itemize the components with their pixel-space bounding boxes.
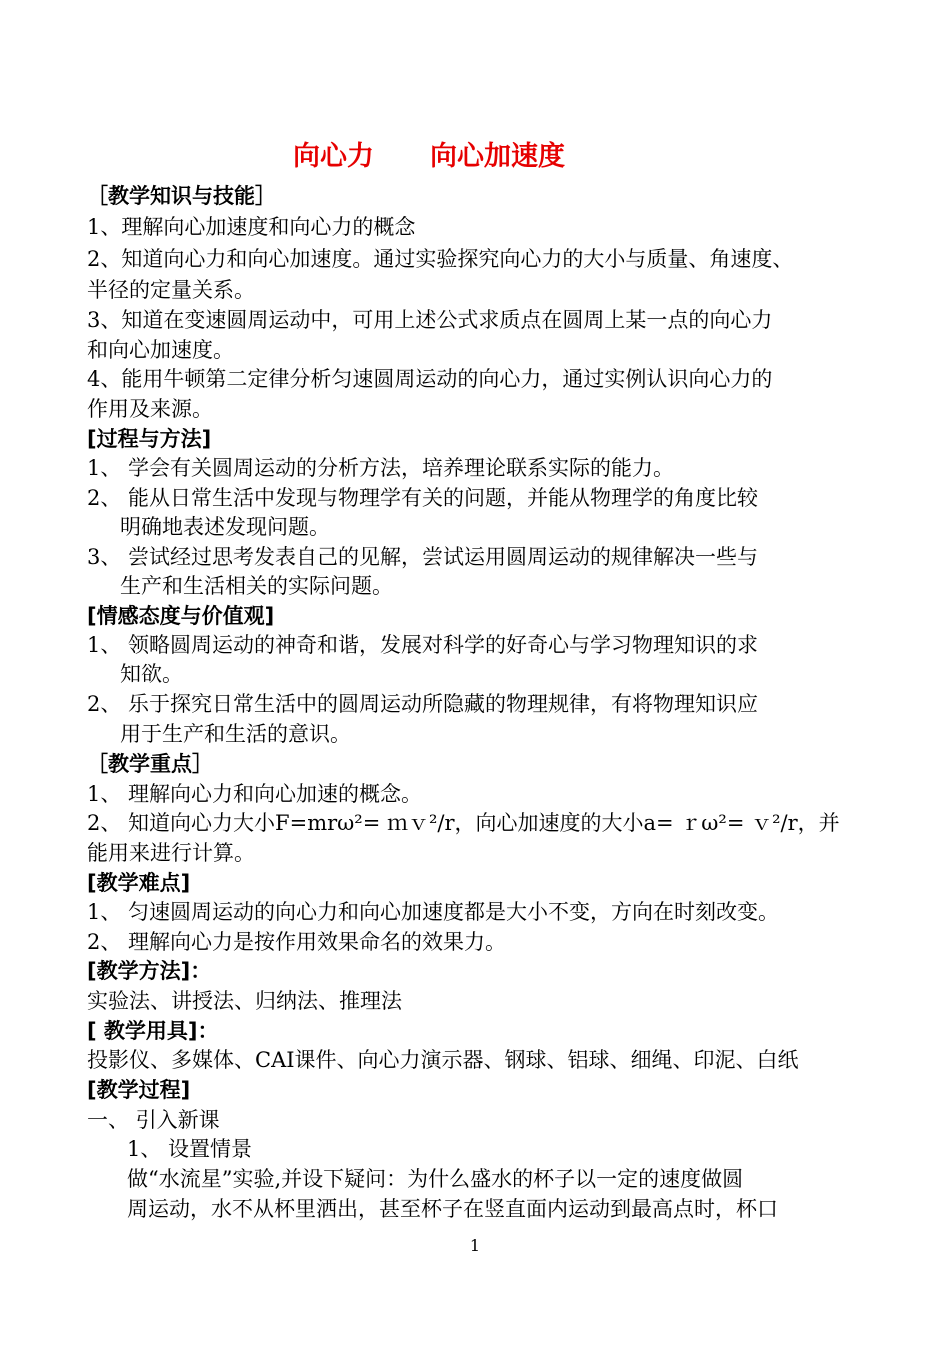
section-heading: [教学方法]： (87, 959, 212, 983)
list-item: 2、 乐于探究日常生活中的圆周运动所隐藏的物理规律，有将物理知识应 (87, 692, 759, 716)
title-part-2: 向心加速度 (430, 141, 565, 172)
list-item: 1、 领略圆周运动的神奇和谐，发展对科学的好奇心与学习物理知识的求 (87, 633, 759, 657)
list-item: 2、 理解向心力是按作用效果命名的效果力。 (87, 930, 507, 954)
list-item: 2、 能从日常生活中发现与物理学有关的问题，并能从物理学的角度比较 (87, 486, 759, 510)
paragraph-line: 1、理解向心加速度和向心力的概念 (87, 215, 416, 239)
section-heading: [教学难点] (87, 871, 191, 895)
list-item: 3、 尝试经过思考发表自己的见解，尝试运用圆周运动的规律解决一些与 (87, 545, 759, 569)
section-heading: ［教学重点］ (87, 752, 213, 776)
list-item: 1、 学会有关圆周运动的分析方法，培养理论联系实际的能力。 (87, 456, 675, 480)
list-item-continuation: 明确地表述发现问题。 (120, 515, 330, 539)
section-heading: [过程与方法] (87, 427, 212, 451)
paragraph-line: 做“水流星”实验,并设下疑问：为什么盛水的杯子以一定的速度做圆 (127, 1167, 744, 1191)
sub-list-item: 1、 设置情景 (127, 1137, 253, 1161)
list-item-continuation: 知欲。 (120, 662, 183, 686)
list-item: 一、 引入新课 (87, 1108, 220, 1132)
paragraph-line: 3、知道在变速圆周运动中，可用上述公式求质点在圆周上某一点的向心力 (87, 308, 773, 332)
paragraph-line: 实验法、讲授法、归纳法、推理法 (87, 989, 402, 1013)
list-item: 2、 知道向心力大小F=mrω²= ｍｖ²/r，向心加速度的大小a= ｒω²= ｖ²/r，并 (87, 811, 840, 835)
page-number: 1 (469, 1236, 481, 1255)
paragraph-line: 作用及来源。 (87, 397, 213, 421)
section-heading: [ 教学用具]： (87, 1019, 219, 1043)
paragraph-line: 4、能用牛顿第二定律分析匀速圆周运动的向心力，通过实例认识向心力的 (87, 367, 773, 391)
paragraph-line: 2、知道向心力和向心加速度。通过实验探究向心力的大小与质量、角速度、 (87, 247, 794, 271)
list-item-continuation: 用于生产和生活的意识。 (120, 722, 351, 746)
section-heading: [教学过程] (87, 1078, 191, 1102)
list-item: 1、 匀速圆周运动的向心力和向心加速度都是大小不变，方向在时刻改变。 (87, 900, 780, 924)
paragraph-line: 周运动，水不从杯里洒出，甚至杯子在竖直面内运动到最高点时，杯口 (127, 1197, 778, 1221)
list-item-continuation: 生产和生活相关的实际问题。 (120, 574, 393, 598)
title-part-1: 向心力 (293, 141, 374, 172)
paragraph-line: 半径的定量关系。 (87, 278, 255, 302)
paragraph-line: 能用来进行计算。 (87, 841, 255, 865)
section-heading: [情感态度与价值观] (87, 604, 275, 628)
list-item: 1、 理解向心力和向心加速的概念。 (87, 782, 423, 806)
paragraph-line: 和向心加速度。 (87, 338, 234, 362)
section-heading: ［教学知识与技能］ (87, 184, 276, 208)
paragraph-line: 投影仪、多媒体、CAI课件、向心力演示器、钢球、铝球、细绳、印泥、白纸 (87, 1048, 799, 1072)
